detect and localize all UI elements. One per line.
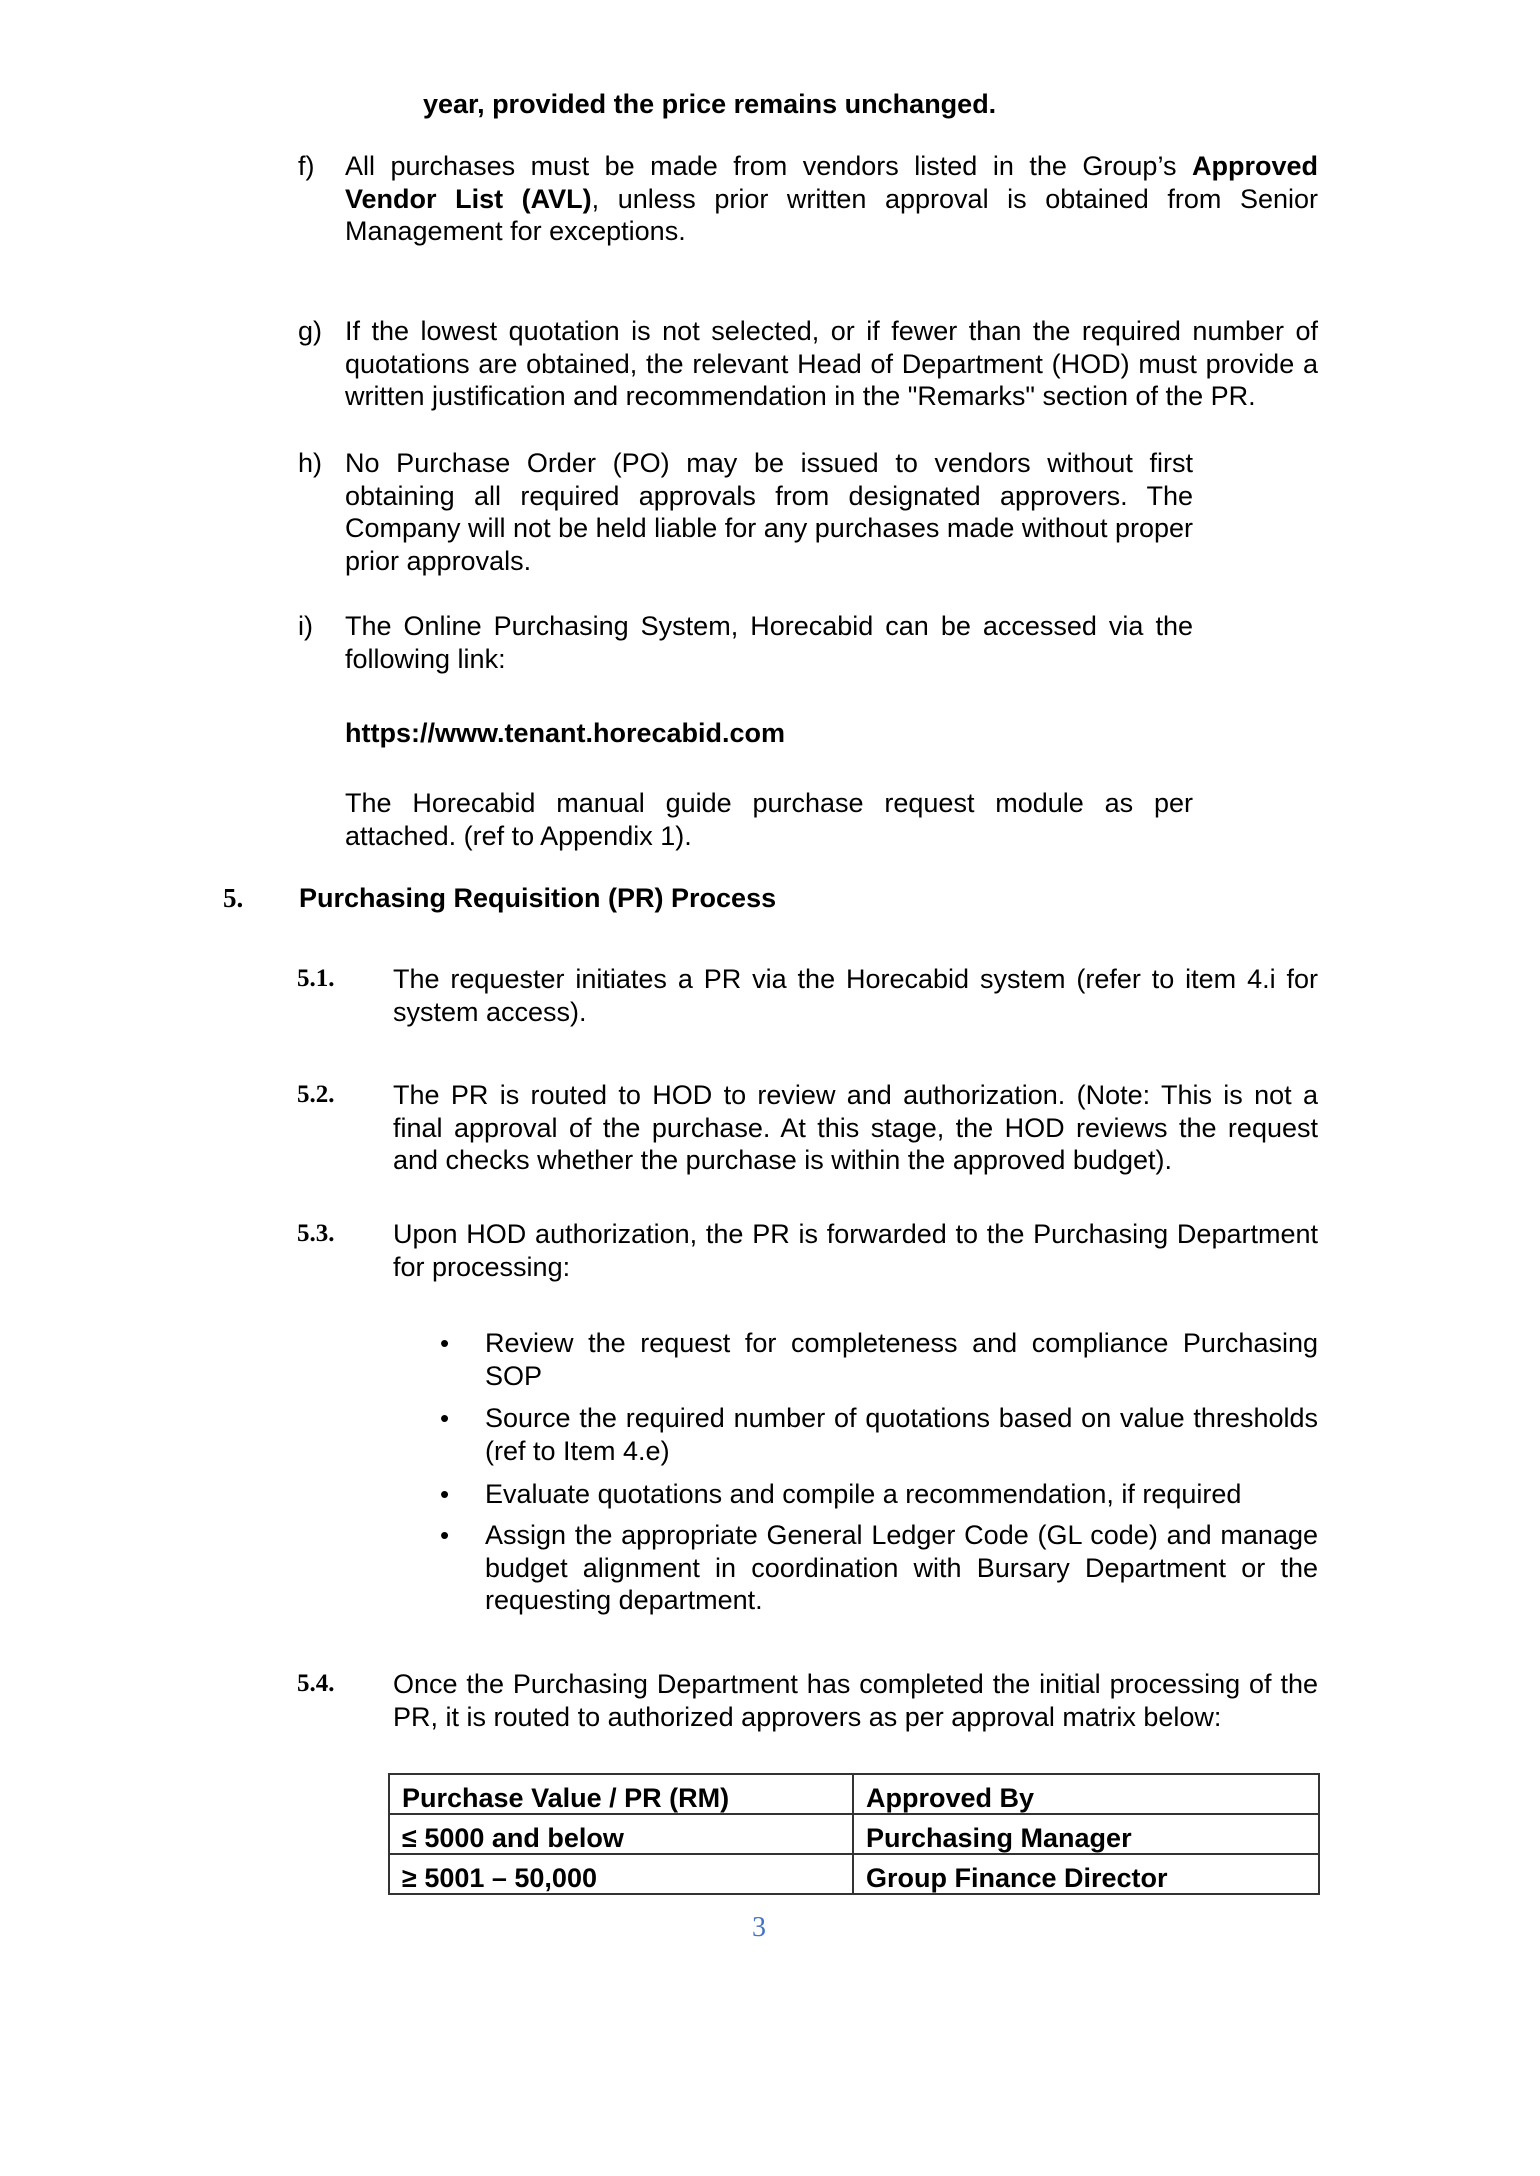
item-f-text-part: All purchases must be made from vendors listed in the Group’s <box>345 151 1192 181</box>
bullet-item: Evaluate quotations and compile a recommendation, if required <box>485 1479 1242 1509</box>
approved-vendor-list-term: Approved Vendor List (AVL) <box>345 151 1318 214</box>
clause-number-5-4: 5.4. <box>297 1670 335 1697</box>
table-cell: Group Finance Director <box>853 1854 1319 1894</box>
bullet-item: Review the request for completeness and compliance Purchasing SOP <box>485 1328 1318 1391</box>
list-marker-h: h) <box>298 448 323 478</box>
table-cell: ≥ 5001 – 50,000 <box>389 1854 853 1894</box>
list-marker-i: i) <box>298 611 313 641</box>
item-f-text <box>345 150 1318 248</box>
clause-5-3-text: Upon HOD authorization, the PR is forwarded to the Purchasing Department for processing: <box>393 1219 1318 1282</box>
item-i-text: The Online Purchasing System, Horecabid can be accessed via the following link: <box>345 611 1193 674</box>
item-h-text: No Purchase Order (PO) may be issued to vendors without first obtaining all required approvals from designated approvers. The Company will not be held liable for any purchases made without proper prior approvals. <box>345 448 1193 576</box>
manual-guide-note: The Horecabid manual guide purchase request module as per attached. (ref to Appendix 1). <box>345 788 1193 851</box>
page-number: 3 <box>752 1912 766 1943</box>
table-row <box>389 1854 1319 1894</box>
table-cell: Purchasing Manager <box>853 1814 1319 1854</box>
bullet-item: Assign the appropriate General Ledger Code (GL code) and manage budget alignment in coordination with Bursary Department or the requesting department. <box>485 1520 1318 1615</box>
table-cell: ≤ 5000 and below <box>389 1814 853 1854</box>
item-f-text-part: , unless prior written approval is obtained from Senior Management for exceptions. <box>345 183 1318 246</box>
section-number: 5. <box>223 883 244 913</box>
clause-5-2-text: The PR is routed to HOD to review and authorization. (Note: This is not a final approval of the purchase. At this stage, the HOD reviews the request and checks whether the purchase is within the approved budget). <box>393 1080 1318 1175</box>
table-header-cell: Purchase Value / PR (RM) <box>389 1774 853 1814</box>
table-header-row <box>389 1774 1319 1814</box>
carryover-line: year, provided the price remains unchanged. <box>423 89 997 119</box>
item-g-text: If the lowest quotation is not selected, or if fewer than the required number of quotations are obtained, the relevant Head of Department (HOD) must provide a written justification and recommendation in the "Remarks" section of the PR. <box>345 316 1318 411</box>
clause-5-1-text: The requester initiates a PR via the Horecabid system (refer to item 4.i for system access). <box>393 964 1318 1027</box>
bullet-icon: • <box>440 1479 450 1509</box>
approval-matrix-table <box>388 1773 1320 1895</box>
clause-number-5-2: 5.2. <box>297 1081 335 1108</box>
bullet-item: Source the required number of quotations based on value thresholds (ref to Item 4.e) <box>485 1403 1318 1466</box>
list-marker-f: f) <box>298 151 315 181</box>
list-marker-g: g) <box>298 316 323 346</box>
table-header-cell: Approved By <box>853 1774 1319 1814</box>
horecabid-link[interactable]: https://www.tenant.horecabid.com <box>345 718 786 748</box>
section-title: Purchasing Requisition (PR) Process <box>299 883 777 913</box>
table-row <box>389 1814 1319 1854</box>
clause-number-5-1: 5.1. <box>297 965 335 992</box>
bullet-icon: • <box>440 1328 450 1358</box>
bullet-icon: • <box>440 1403 450 1433</box>
clause-number-5-3: 5.3. <box>297 1220 335 1247</box>
clause-5-4-text: Once the Purchasing Department has completed the initial processing of the PR, it is routed to authorized approvers as per approval matrix below: <box>393 1669 1318 1732</box>
bullet-icon: • <box>440 1520 450 1550</box>
